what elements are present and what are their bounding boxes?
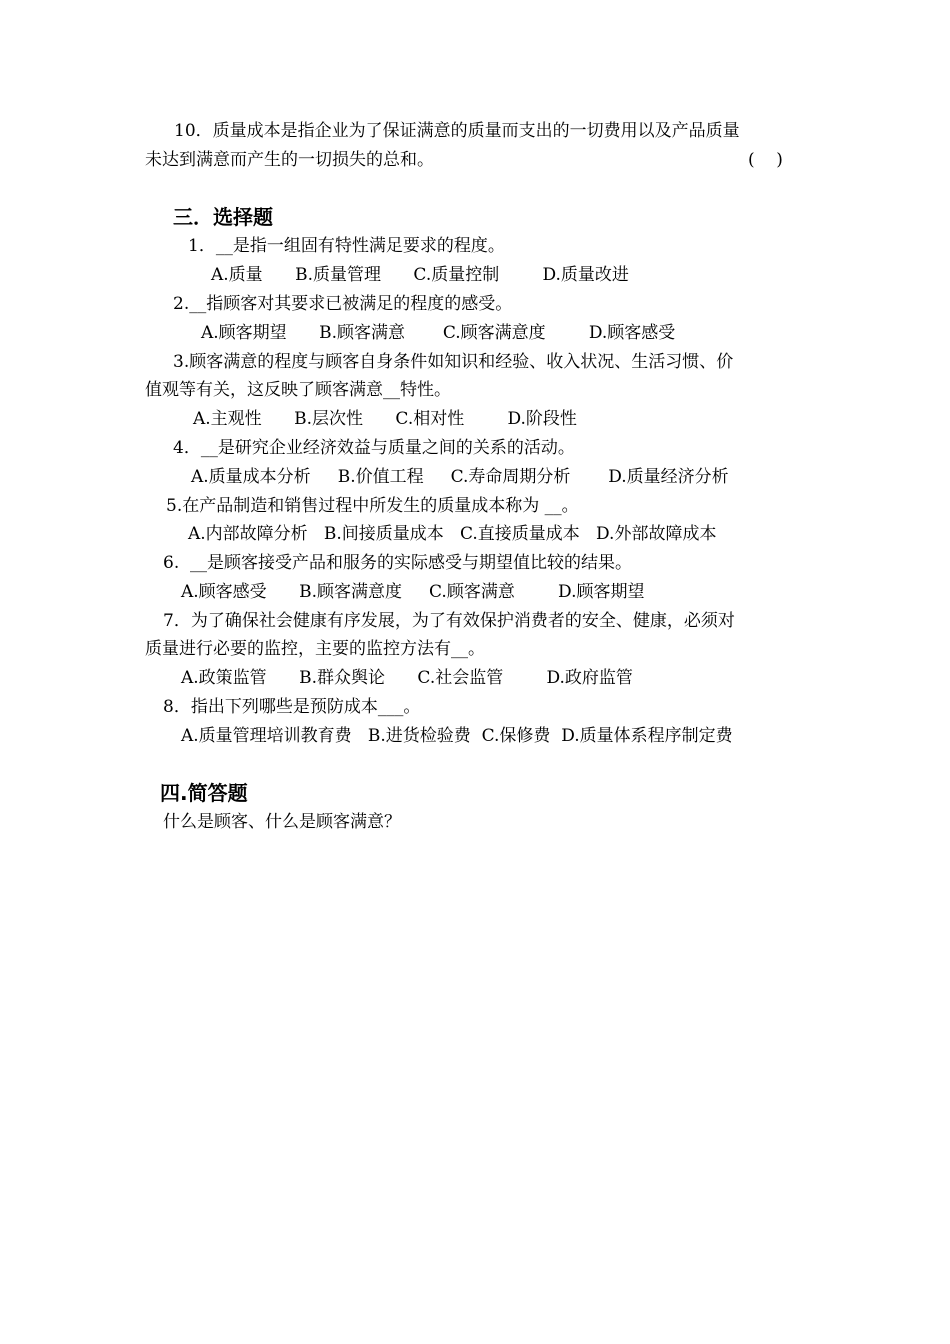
question-stem: 3.顾客满意的程度与顾客自身条件如知识和经验、收入状况、生活习惯、价 <box>173 352 734 372</box>
question-10-line-1: 10．质量成本是指企业为了保证满意的质量而支出的一切费用以及产品质量 <box>174 121 740 141</box>
short-answer-question: 什么是顾客、什么是顾客满意？ <box>163 812 401 832</box>
question-options: A.主观性 B.层次性 C.相对性 D.阶段性 <box>193 409 577 429</box>
question-options: A.顾客期望 B.顾客满意 C.顾客满意度 D.顾客感受 <box>201 323 676 343</box>
question-stem: 6. __是顾客接受产品和服务的实际感受与期望值比较的结果。 <box>163 553 633 573</box>
section-title-short-answer: 四.简答题 <box>160 781 248 805</box>
question-10-line-2: 未达到满意而产生的一切损失的总和。 <box>145 150 434 170</box>
question-stem-continued: 值观等有关，这反映了顾客满意__特性。 <box>145 380 451 400</box>
question-options: A.内部故障分析 B.间接质量成本 C.直接质量成本 D.外部故障成本 <box>188 524 717 544</box>
question-options: A.政策监管 B.群众舆论 C.社会监管 D.政府监管 <box>181 668 633 688</box>
question-options: A.质量 B.质量管理 C.质量控制 D.质量改进 <box>211 265 629 285</box>
question-stem: 1．__是指一组固有特性满足要求的程度。 <box>188 236 505 256</box>
question-stem: 8．指出下列哪些是预防成本___。 <box>163 697 421 717</box>
question-stem: 5.在产品制造和销售过程中所发生的质量成本称为 __。 <box>166 496 579 516</box>
question-stem: 7．为了确保社会健康有序发展，为了有效保护消费者的安全、健康，必须对 <box>163 611 735 631</box>
question-options: A.质量成本分析 B.价值工程 C.寿命周期分析 D.质量经济分析 <box>191 467 729 487</box>
question-stem-continued: 质量进行必要的监控，主要的监控方法有__。 <box>145 639 485 659</box>
question-stem: 4．__是研究企业经济效益与质量之间的关系的活动。 <box>173 438 575 458</box>
question-options: A.质量管理培训教育费 B.进货检验费 C.保修费 D.质量体系程序制定费 <box>181 726 733 746</box>
question-options: A.顾客感受 B.顾客满意度 C.顾客满意 D.顾客期望 <box>181 582 645 602</box>
answer-bracket: ( ) <box>748 150 783 170</box>
section-title-choice: 三．选择题 <box>173 205 273 229</box>
question-stem: 2.__指顾客对其要求已被满足的程度的感受。 <box>173 294 513 314</box>
